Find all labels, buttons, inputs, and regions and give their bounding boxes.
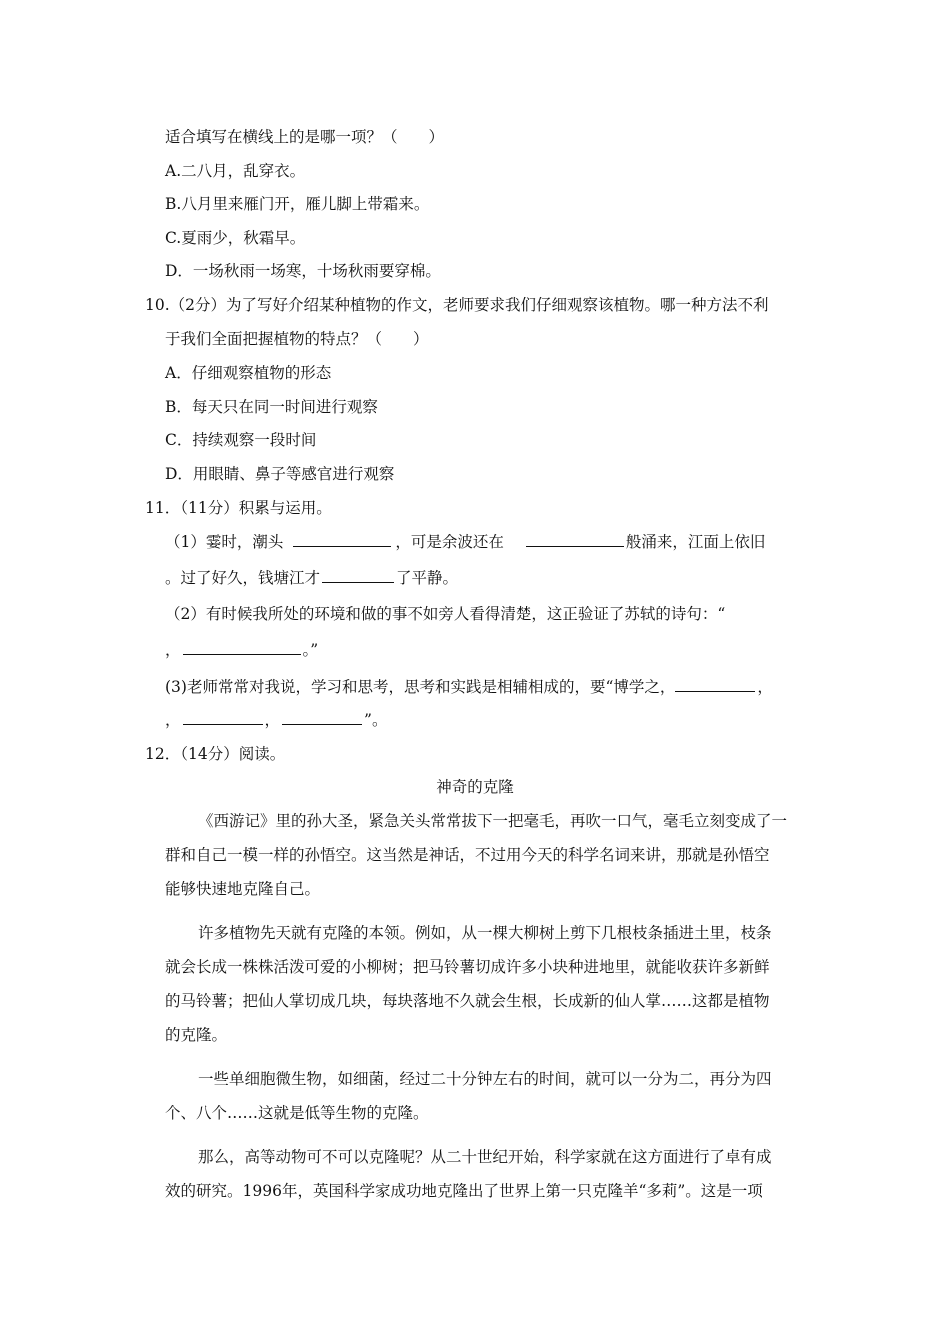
q11-p3-end: ”。 (364, 711, 388, 729)
q9-option-a: A.二八月，乱穿衣。 (165, 162, 306, 180)
passage-line: 一些单细胞微生物，如细菌，经过二十分钟左右的时间，就可以一分为二，再分为四 (198, 1070, 772, 1088)
q11-blank-5[interactable] (675, 677, 755, 692)
passage-line: 个、八个……这就是低等生物的克隆。 (165, 1104, 429, 1122)
q10-option-c: C．持续观察一段时间 (165, 431, 317, 449)
q10-option-b: B．每天只在同一时间进行观察 (165, 398, 378, 416)
passage-line: 效的研究。1996年，英国科学家成功地克隆出了世界上第一只克隆羊“多莉”。这是一项 (165, 1182, 763, 1200)
q10-option-a: A．仔细观察植物的形态 (165, 364, 332, 382)
q10-stem-line2: 于我们全面把握植物的特点？（ ） (165, 330, 429, 348)
passage-line: 的克隆。 (165, 1026, 228, 1044)
q11-p1-text-c: 般涌来，江面上依旧 (625, 533, 766, 551)
q11-part2-line1: （2）有时候我所处的环境和做的事不如旁人看得清楚，这正验证了苏轼的诗句：“ (165, 605, 726, 623)
q11-part3-line2 (165, 710, 387, 730)
q10-option-d: D．用眼睛、鼻子等感官进行观察 (165, 465, 395, 483)
q9-stem: 适合填写在横线上的是哪一项？（ ） (165, 128, 445, 146)
q11-part3-line1 (165, 677, 773, 697)
passage-line: 的马铃薯；把仙人掌切成几块，每块落地不久就会生根，长成新的仙人掌……这都是植物 (165, 992, 770, 1010)
passage-line: 《西游记》里的孙大圣，紧急关头常常拔下一把毫毛，再吹一口气，毫毛立刻变成了一 (198, 812, 788, 830)
passage-line: 许多植物先天就有克隆的本领。例如，从一棵大柳树上剪下几根枝条插进土里，枝条 (198, 924, 772, 942)
q11-blank-4[interactable] (183, 640, 301, 655)
q11-blank-7[interactable] (282, 710, 362, 725)
q11-p3-comma-1: ， (757, 678, 773, 696)
q11-p3-comma-3: ， (264, 711, 281, 729)
q10-stem-line1: 10.（2分）为了写好介绍某种植物的作文，老师要求我们仔细观察该植物。哪一种方法不利 (145, 296, 769, 314)
q11-header: 11．（11分）积累与运用。 (145, 499, 332, 517)
q9-option-b: B.八月里来雁门开，雁儿脚上带霜来。 (165, 195, 430, 213)
passage-line: 群和自己一模一样的孙悟空。这当然是神话，不过用今天的科学名词来讲，那就是孙悟空 (165, 846, 770, 864)
q11-blank-6[interactable] (183, 710, 263, 725)
q11-p1-text-d: 。过了好久，钱塘江才 (165, 569, 321, 587)
passage-line: 就会长成一株株活泼可爱的小柳树；把马铃薯切成许多小块种进地里，就能收获许多新鲜 (165, 958, 770, 976)
passage-line: 能够快速地克隆自己。 (165, 880, 321, 898)
passage-title: 神奇的克隆 (436, 778, 514, 796)
q11-p1-text-a: （1）霎时，潮头 (165, 533, 284, 551)
q9-option-c: C.夏雨少，秋霜早。 (165, 229, 306, 247)
q11-p1-text-b: ，可是余波还在 (395, 533, 504, 551)
passage-line: 那么，高等动物可不可以克隆呢？从二十世纪开始，科学家就在这方面进行了卓有成 (198, 1148, 772, 1166)
q11-p2-end: 。” (302, 641, 319, 659)
q9-option-d: D．一场秋雨一场寒，十场秋雨要穿棉。 (165, 262, 441, 280)
q11-p3-comma-2: ， (165, 711, 181, 729)
q11-p2-comma: ， (165, 641, 181, 659)
q11-p3-text-a: (3)老师常常对我说，学习和思考，思考和实践是相辅相成的，要“博学之， (165, 678, 676, 696)
q11-part2-line2 (165, 640, 318, 660)
q12-header: 12．（14分）阅读。 (145, 745, 286, 763)
q11-blank-1[interactable] (293, 532, 391, 547)
q11-blank-2[interactable] (526, 532, 624, 547)
q11-part1-line2 (165, 568, 458, 588)
q11-part1-line1 (165, 532, 765, 552)
q11-p1-text-e: 了平静。 (396, 569, 459, 587)
q11-blank-3[interactable] (322, 568, 394, 583)
